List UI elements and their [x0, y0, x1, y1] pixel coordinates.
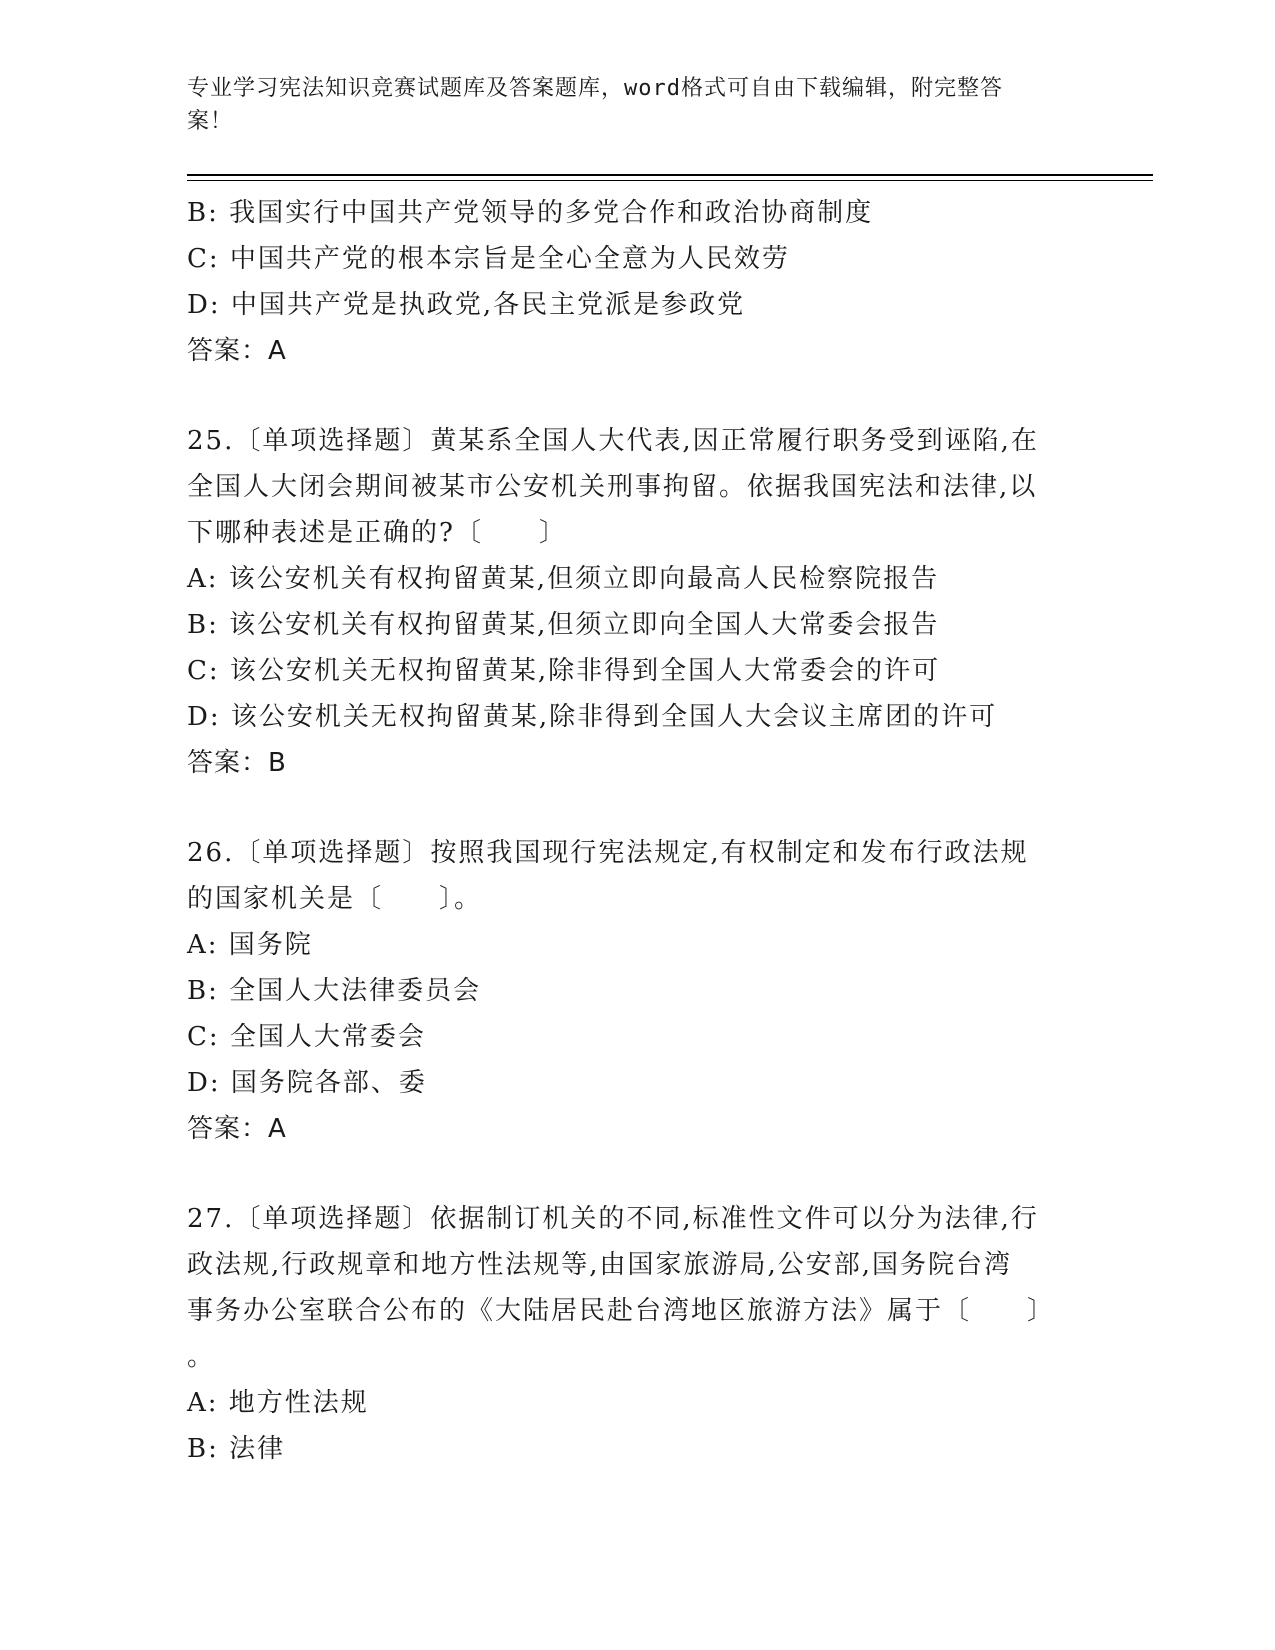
question-stem-line: 下哪种表述是正确的?〔 〕 — [187, 518, 567, 548]
answer-label: 答案：B — [187, 748, 287, 778]
question-stem-line: 26.〔单项选择题〕按照我国现行宪法规定,有权制定和发布行政法规 — [187, 838, 1029, 868]
option-c: C: 全国人大常委会 — [187, 1022, 426, 1052]
question-27 — [187, 1196, 1077, 1472]
option-a: A: 地方性法规 — [187, 1388, 369, 1418]
question-26 — [187, 830, 1077, 1152]
header-line-1: 专业学习宪法知识竞赛试题库及答案题库，word格式可自由下载编辑，附完整答 — [187, 76, 1003, 101]
question-list — [187, 190, 1077, 1472]
header-rule-thin — [187, 180, 1153, 181]
option-d: D: 该公安机关无权拘留黄某,除非得到全国人大会议主席团的许可 — [187, 702, 998, 732]
document-header — [187, 72, 1067, 138]
option-b: B: 该公安机关有权拘留黄某,但须立即向全国人大常委会报告 — [187, 610, 940, 640]
question-stem-line: 政法规,行政规章和地方性法规等,由国家旅游局,公安部,国务院台湾 — [187, 1250, 1013, 1280]
option-a: A: 国务院 — [187, 930, 313, 960]
question-stem-line: 的国家机关是〔 〕。 — [187, 884, 483, 914]
answer-label: 答案：A — [187, 1114, 287, 1144]
question-stem-line: 25.〔单项选择题〕黄某系全国人大代表,因正常履行职务受到诬陷,在 — [187, 426, 1039, 456]
option-d: D: 国务院各部、委 — [187, 1068, 427, 1098]
question-stem-line: 全国人大闭会期间被某市公安机关刑事拘留。依据我国宪法和法律,以 — [187, 472, 1038, 502]
question-stem-line: 27.〔单项选择题〕依据制订机关的不同,标准性文件可以分为法律,行 — [187, 1204, 1039, 1234]
option-a: A: 该公安机关有权拘留黄某,但须立即向最高人民检察院报告 — [187, 564, 940, 594]
question-stem-line: 事务办公室联合公布的《大陆居民赴台湾地区旅游方法》属于〔 〕 — [187, 1296, 1056, 1326]
option-b: B: 法律 — [187, 1434, 286, 1464]
question-24-tail — [187, 190, 1077, 374]
option-d: D: 中国共产党是执政党,各民主党派是参政党 — [187, 290, 746, 320]
option-c: C: 该公安机关无权拘留黄某,除非得到全国人大常委会的许可 — [187, 656, 941, 686]
answer-label: 答案：A — [187, 336, 287, 366]
option-c: C: 中国共产党的根本宗旨是全心全意为人民效劳 — [187, 244, 790, 274]
option-b: B: 我国实行中国共产党领导的多党合作和政治协商制度 — [187, 198, 874, 228]
header-rule-thick — [187, 174, 1153, 176]
question-stem-line: 。 — [187, 1342, 216, 1372]
header-line-2: 案！ — [187, 109, 234, 134]
question-25 — [187, 418, 1077, 786]
option-b: B: 全国人大法律委员会 — [187, 976, 482, 1006]
